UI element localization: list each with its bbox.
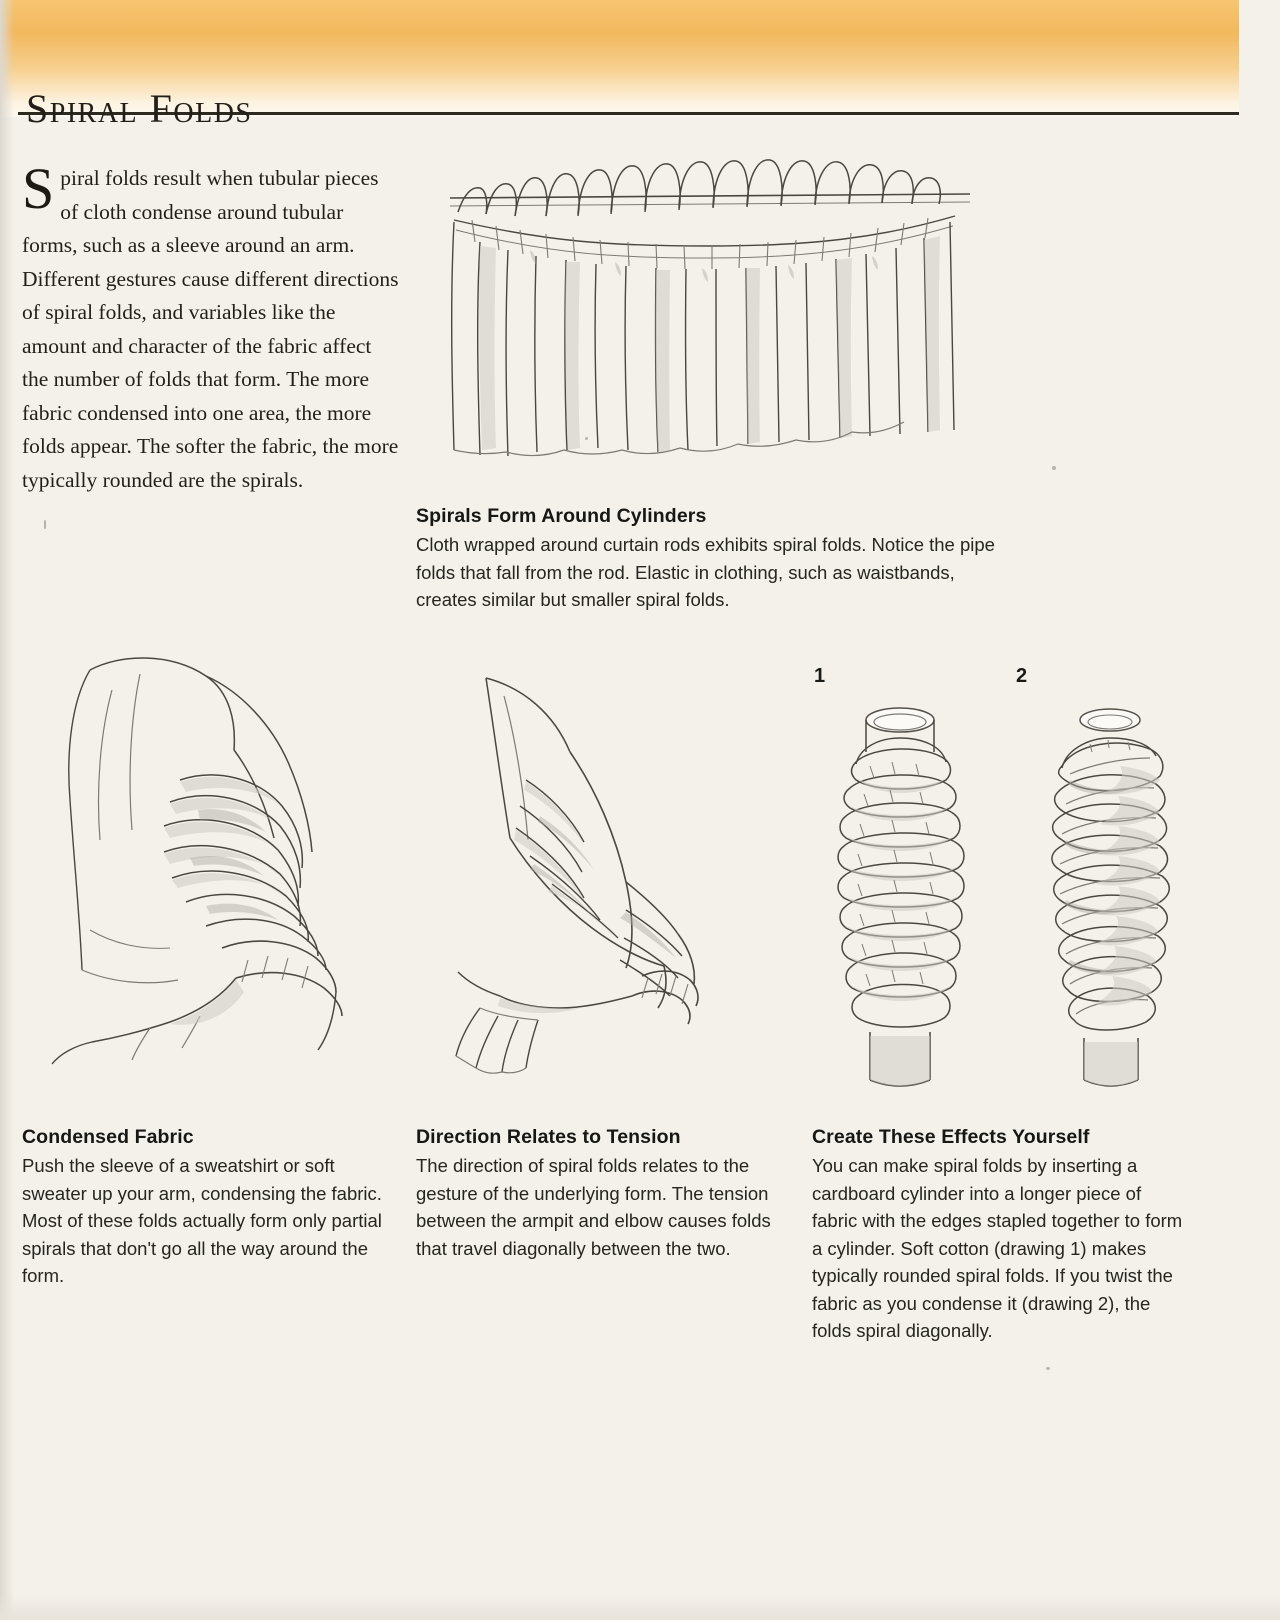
caption-title: Condensed Fabric bbox=[22, 1126, 194, 1148]
figure-number-1: 1 bbox=[814, 665, 826, 687]
caption-text: The direction of spiral folds relates to the gesture of the underlying form. The tension between the armpit and elbow causes folds that travel diagonally between the two. bbox=[416, 1155, 771, 1259]
illustration-cylinder-twisted bbox=[1010, 680, 1210, 1100]
illustration-cylinder-rounded bbox=[800, 680, 1000, 1100]
intro-paragraph bbox=[22, 156, 400, 497]
scan-speck bbox=[1046, 1367, 1050, 1370]
caption-text: Cloth wrapped around curtain rods exhibits spiral folds. Notice the pipe folds that fall from the rod. Elastic in clothing, such as waistbands, creates similar but smaller spiral folds. bbox=[416, 534, 995, 610]
page-edge-shadow-bottom bbox=[0, 1594, 1280, 1620]
caption-text: Push the sleeve of a sweatshirt or soft sweater up your arm, condensing the fabric. Most of these folds actually form only partial spirals that don't go all the way around the form. bbox=[22, 1155, 382, 1286]
caption-spirals-form-around-cylinders bbox=[416, 505, 996, 614]
caption-create-these-effects-yourself bbox=[812, 1126, 1190, 1345]
caption-title: Direction Relates to Tension bbox=[416, 1126, 681, 1148]
page-edge-shadow-left bbox=[0, 0, 14, 1620]
caption-title: Spirals Form Around Cylinders bbox=[416, 505, 707, 527]
illustration-curtain-rod bbox=[410, 150, 1010, 490]
scan-speck bbox=[585, 437, 588, 440]
page-title: Spiral Folds bbox=[26, 85, 253, 131]
scan-speck bbox=[44, 520, 46, 529]
caption-direction-relates-to-tension bbox=[416, 1126, 771, 1262]
figure-number-2: 2 bbox=[1016, 665, 1028, 687]
caption-condensed-fabric bbox=[22, 1126, 397, 1290]
caption-title: Create These Effects Yourself bbox=[812, 1126, 1090, 1148]
caption-text: You can make spiral folds by inserting a cardboard cylinder into a longer piece of fabric with the edges stapled together to form a cylinder. Soft cotton (drawing 1) makes typically rounded spiral folds. If you twist the fabric as you condense it (drawing 2), the folds spiral diagonally. bbox=[812, 1155, 1183, 1341]
intro-text: piral folds result when tubular pieces of cloth condense around tubular forms, such as a sleeve around an arm. Different gestures cause different directions of spiral folds, and variables like the amount and character of the fabric affect the number of folds that form. The more fabric condensed into one area, the more folds appear. The softer the fabric, the more typically rounded are the spirals. bbox=[22, 166, 399, 492]
illustration-condensed-sleeve bbox=[30, 630, 410, 1100]
illustration-direction-tension bbox=[420, 660, 800, 1100]
scan-speck bbox=[1052, 466, 1056, 470]
drop-cap: S bbox=[22, 156, 55, 221]
